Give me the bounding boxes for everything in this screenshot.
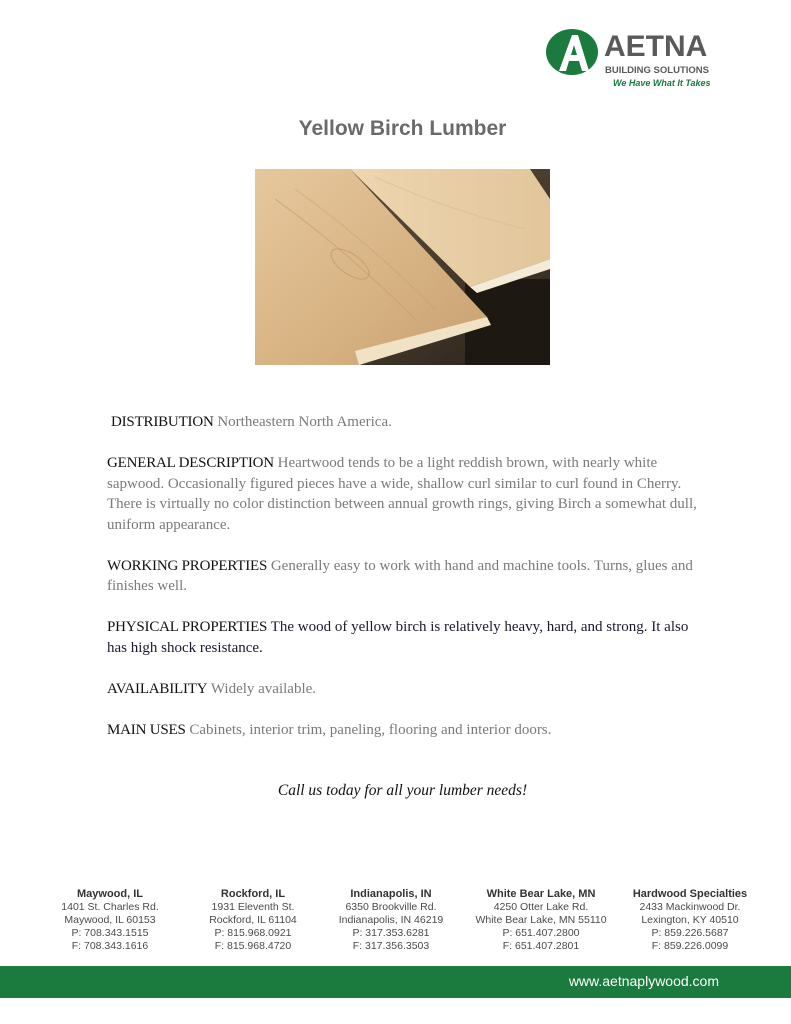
office-name: White Bear Lake, MN [486, 888, 596, 900]
office-city: Indianapolis, IN 46219 [338, 914, 444, 926]
office-address: 2433 Mackinwood Dr. [639, 901, 741, 913]
general-description-paragraph [107, 453, 707, 535]
office-phone: P: 708.343.1515 [71, 927, 149, 939]
office-fax: F: 317.356.3503 [352, 940, 430, 952]
office-rockford [198, 888, 308, 953]
section-text: Heartwood tends to be a light reddish brown, with nearly white sapwood. Occasionally figured pieces have a wide, shallow curl similar to curl found in Cherry. There is virtually no color distinction between annual growth rings, giving Birch a somewhat dull, uniform appearance. [107, 455, 697, 533]
office-city: Rockford, IL 61104 [209, 914, 297, 926]
section-text: Cabinets, interior trim, paneling, flooring and interior doors. [185, 721, 552, 738]
main-uses-paragraph [107, 720, 707, 741]
office-fax: F: 815.968.4720 [214, 940, 292, 952]
office-address: 6350 Brookville Rd. [345, 901, 437, 913]
section-label: PHYSICAL PROPERTIES [107, 619, 268, 635]
section-label: AVAILABILITY [107, 680, 208, 697]
brand-tagline: We Have What It Takes [613, 78, 711, 88]
office-city: Lexington, KY 40510 [641, 914, 739, 926]
call-to-action: Call us today for all your lumber needs! [277, 782, 528, 799]
office-phone: P: 317.353.6281 [352, 927, 430, 939]
office-name: Rockford, IL [220, 888, 286, 900]
office-maywood [60, 888, 160, 953]
office-city: White Bear Lake, MN 55110 [475, 914, 607, 926]
office-address: 4250 Otter Lake Rd. [493, 901, 589, 913]
company-logo [545, 27, 735, 91]
section-text: Northeastern North America. [213, 414, 392, 430]
office-name: Maywood, IL [77, 888, 143, 900]
office-address: 1401 St. Charles Rd. [61, 901, 159, 913]
section-label: WORKING PROPERTIES [107, 557, 268, 574]
aetna-logo-mark-icon [545, 27, 605, 77]
distribution-paragraph [107, 412, 707, 433]
section-text: The wood of yellow birch is relatively heavy, hard, and strong. It also has high shock resistance. [107, 619, 689, 656]
office-locations [60, 888, 760, 958]
office-fax: F: 859.226.0099 [651, 940, 729, 952]
office-name: Indianapolis, IN [350, 888, 432, 900]
page-title: Yellow Birch Lumber [298, 117, 507, 140]
office-fax: F: 651.407.2801 [502, 940, 580, 952]
office-phone: P: 859.226.5687 [651, 927, 729, 939]
section-label: MAIN USES [107, 721, 186, 738]
section-label: DISTRIBUTION [111, 414, 214, 430]
office-name: Hardwood Specialties [632, 888, 748, 900]
website-url[interactable]: www.aetnaplywood.com [568, 973, 719, 989]
office-indianapolis [328, 888, 454, 953]
office-address: 1931 Eleventh St. [211, 901, 295, 913]
office-city: Maywood, IL 60153 [64, 914, 156, 926]
working-properties-paragraph [107, 556, 707, 597]
section-text: Widely available. [207, 680, 317, 697]
office-hardwood-specialties [620, 888, 760, 953]
availability-paragraph [107, 679, 707, 700]
office-phone: P: 651.407.2800 [502, 927, 580, 939]
office-white-bear-lake [464, 888, 618, 953]
brand-name: AETNA [604, 30, 708, 63]
section-text: Generally easy to work with hand and machine tools. Turns, glues and finishes well. [107, 557, 693, 594]
product-description [107, 412, 707, 761]
footer-bar [0, 966, 791, 998]
physical-properties-paragraph [107, 617, 707, 658]
brand-subtitle: BUILDING SOLUTIONS [605, 65, 709, 76]
office-fax: F: 708.343.1616 [71, 940, 149, 952]
lumber-photo [255, 169, 550, 365]
office-phone: P: 815.968.0921 [214, 927, 292, 939]
section-label: GENERAL DESCRIPTION [107, 455, 274, 471]
